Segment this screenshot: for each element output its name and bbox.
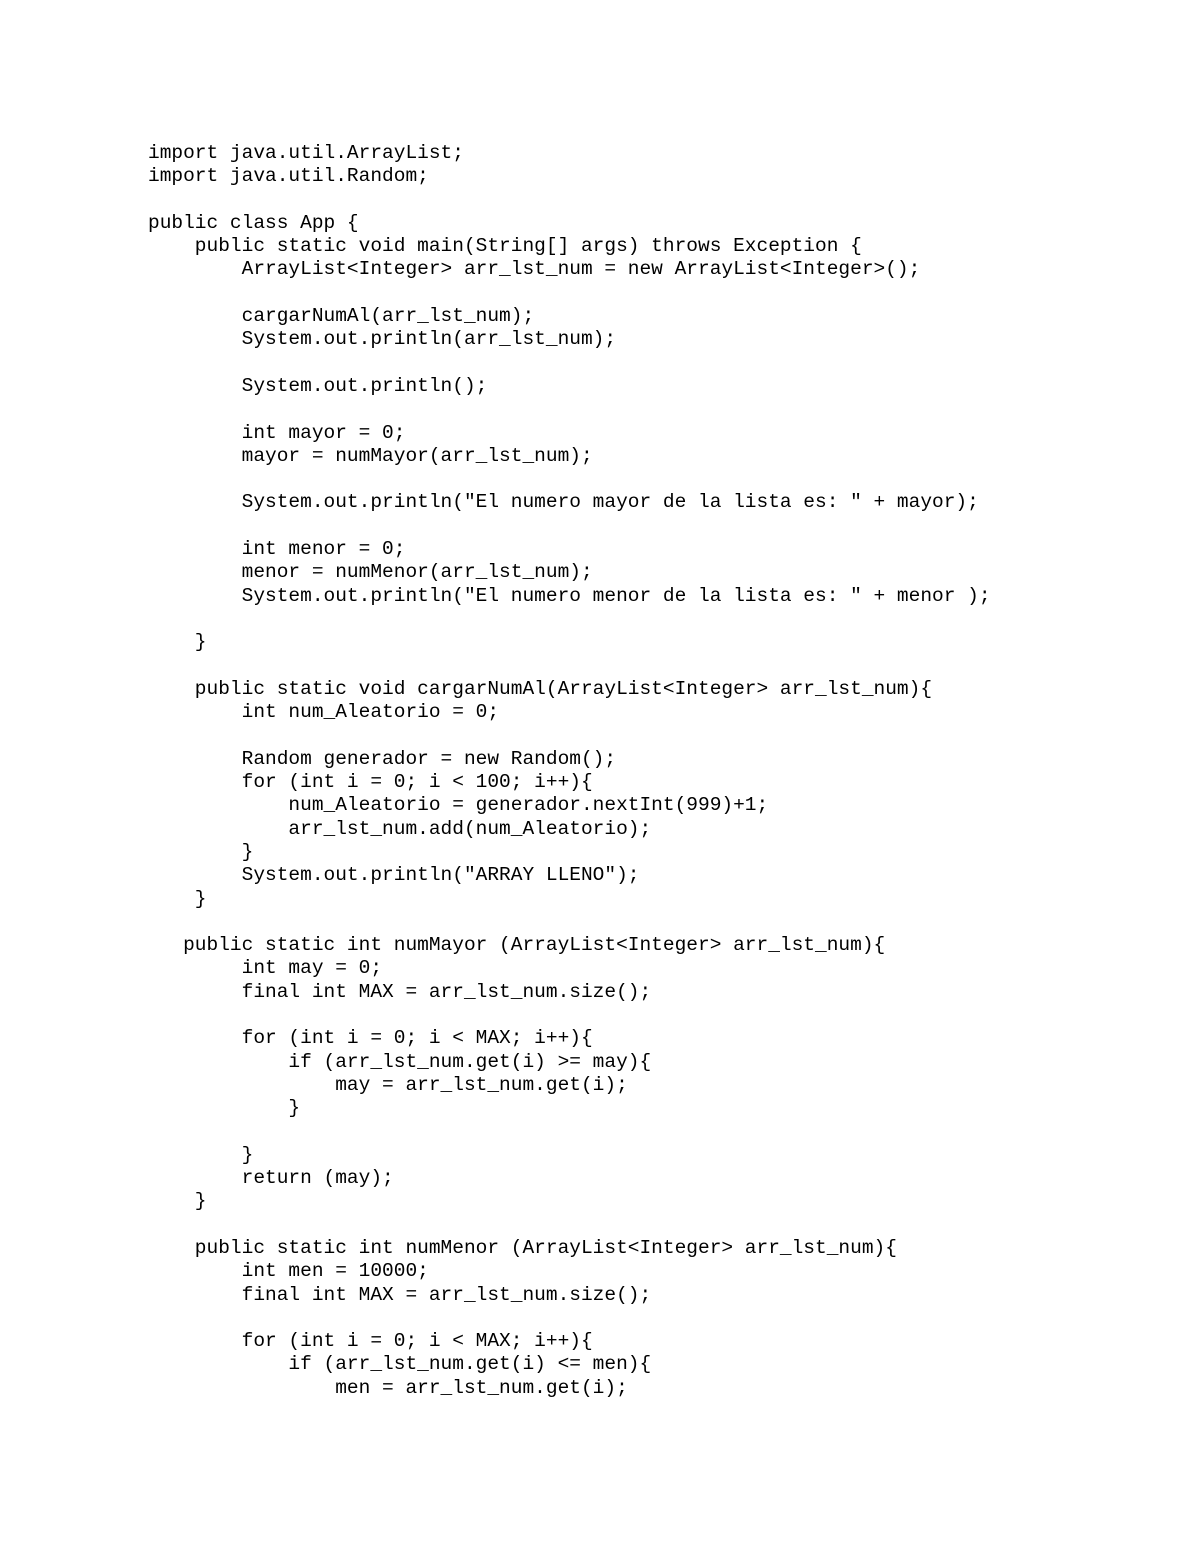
code-line: System.out.println("El numero mayor de la lista es: " + mayor); (148, 491, 979, 514)
code-line: int men = 10000; (148, 1260, 429, 1283)
code-line: may = arr_lst_num.get(i); (148, 1073, 628, 1096)
code-line: return (may); (148, 1167, 394, 1190)
code-line: men = arr_lst_num.get(i); (148, 1376, 628, 1399)
code-line: arr_lst_num.add(num_Aleatorio); (148, 817, 652, 840)
code-line: mayor = numMayor(arr_lst_num); (148, 444, 593, 467)
code-line: } (148, 1097, 301, 1120)
code-line (148, 398, 1148, 421)
code-line: for (int i = 0; i < MAX; i++){ (148, 1027, 593, 1050)
code-line: final int MAX = arr_lst_num.size(); (148, 980, 652, 1003)
code-line: } (148, 887, 207, 910)
code-line (148, 608, 1148, 631)
code-line: public class App { (148, 211, 359, 234)
code-line (148, 282, 1148, 305)
code-line: int mayor = 0; (148, 421, 406, 444)
code-line: int num_Aleatorio = 0; (148, 701, 500, 724)
code-line (148, 1214, 1148, 1237)
code-line: } (148, 631, 207, 654)
code-line: } (148, 1143, 254, 1166)
code-line (148, 1004, 1148, 1027)
code-line: System.out.println(); (148, 374, 488, 397)
code-line (148, 1307, 1148, 1330)
code-line: public static int numMayor (ArrayList<Integer> arr_lst_num){ (148, 934, 886, 957)
code-line: public static int numMenor (ArrayList<Integer> arr_lst_num){ (148, 1236, 897, 1259)
code-line (148, 1120, 1148, 1143)
code-line: menor = numMenor(arr_lst_num); (148, 561, 593, 584)
code-line: System.out.println("ARRAY LLENO"); (148, 864, 640, 887)
code-line: num_Aleatorio = generador.nextInt(999)+1; (148, 794, 769, 817)
code-line: int menor = 0; (148, 538, 406, 561)
code-line (148, 911, 1148, 934)
code-line: } (148, 840, 254, 863)
code-line: import java.util.Random; (148, 165, 429, 188)
code-listing (148, 142, 1148, 1400)
code-line: import java.util.ArrayList; (148, 142, 464, 164)
code-line: ArrayList<Integer> arr_lst_num = new ArrayList<Integer>(); (148, 258, 921, 281)
code-line (148, 655, 1148, 678)
code-line: for (int i = 0; i < MAX; i++){ (148, 1330, 593, 1353)
code-line: public static void cargarNumAl(ArrayList<Integer> arr_lst_num){ (148, 677, 933, 700)
code-line: Random generador = new Random(); (148, 747, 617, 770)
code-line (148, 189, 1148, 212)
code-line (148, 515, 1148, 538)
code-line: for (int i = 0; i < 100; i++){ (148, 771, 593, 794)
code-line (148, 724, 1148, 747)
code-line: } (148, 1190, 207, 1213)
code-line (148, 468, 1148, 491)
code-line: public static void main(String[] args) throws Exception { (148, 235, 862, 258)
code-line: if (arr_lst_num.get(i) <= men){ (148, 1353, 652, 1376)
code-line (148, 352, 1148, 375)
code-line: int may = 0; (148, 957, 383, 980)
code-line: final int MAX = arr_lst_num.size(); (148, 1283, 652, 1306)
code-line: if (arr_lst_num.get(i) >= may){ (148, 1050, 652, 1073)
code-line: System.out.println(arr_lst_num); (148, 328, 617, 351)
code-line: System.out.println("El numero menor de la lista es: " + menor ); (148, 584, 991, 607)
code-line: cargarNumAl(arr_lst_num); (148, 305, 535, 328)
